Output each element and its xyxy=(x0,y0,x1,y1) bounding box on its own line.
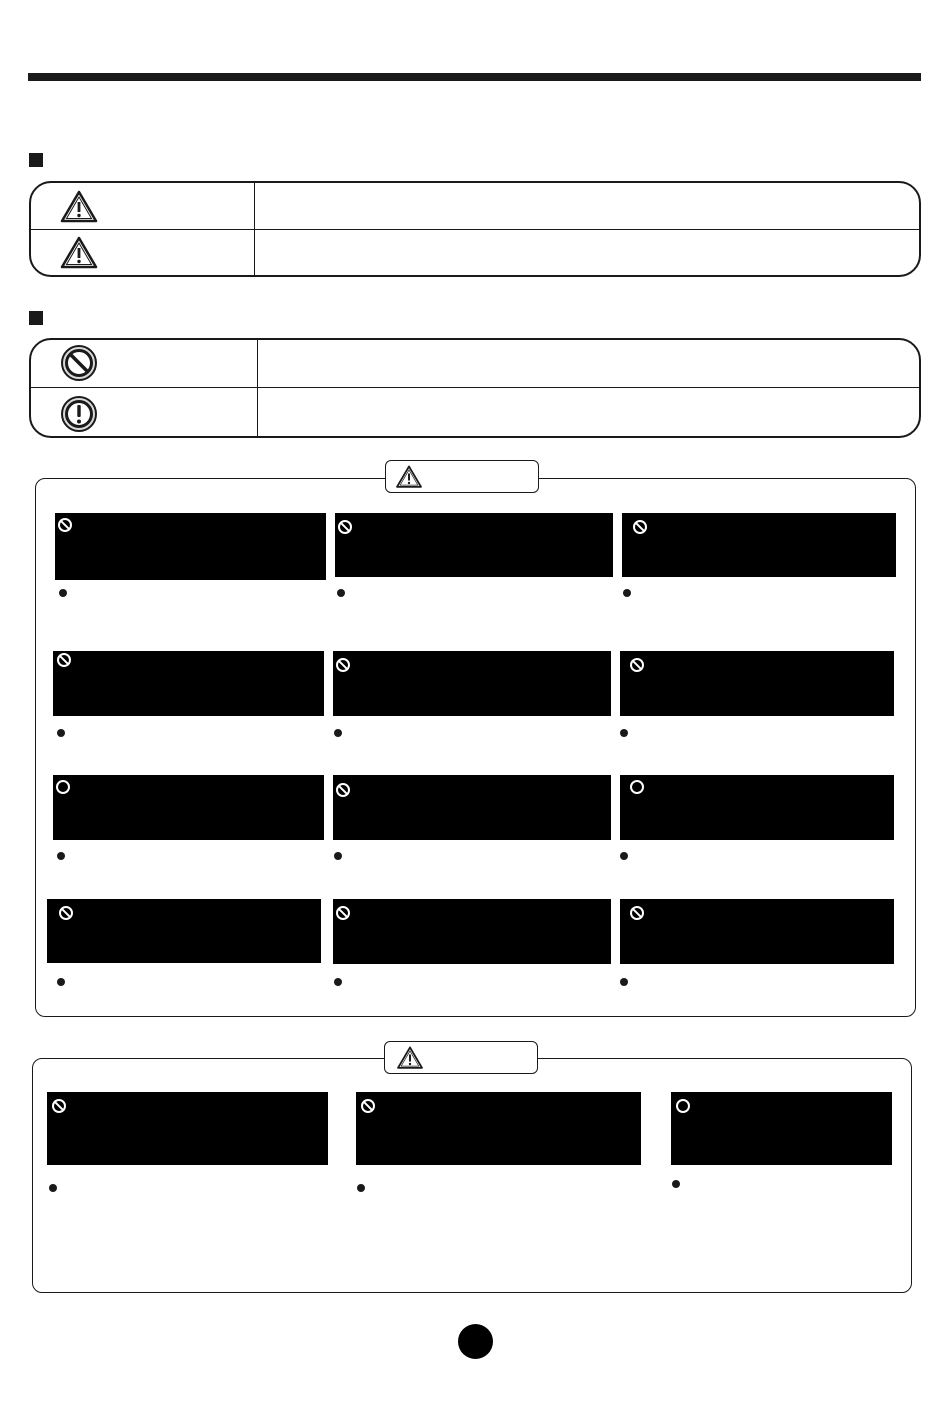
bullet xyxy=(337,589,345,597)
bullet xyxy=(57,729,65,737)
bullet xyxy=(334,729,342,737)
bullet xyxy=(620,729,628,737)
prohibition-icon xyxy=(56,652,72,668)
instruction-card-header xyxy=(55,513,326,580)
table-divider xyxy=(254,182,255,276)
prohibition-icon xyxy=(60,344,98,382)
prohibition-icon xyxy=(335,905,351,921)
section-label xyxy=(385,460,539,493)
bullet xyxy=(49,1184,57,1192)
bullet xyxy=(620,852,628,860)
bullet xyxy=(57,852,65,860)
instruction-card-header xyxy=(622,513,896,577)
bullet xyxy=(357,1184,365,1192)
prohibition-icon xyxy=(629,905,645,921)
instruction-card-header xyxy=(53,775,324,840)
ring-icon xyxy=(675,1098,691,1114)
prohibition-icon xyxy=(57,517,73,533)
instruction-card-header xyxy=(47,1092,328,1165)
table-divider xyxy=(257,339,258,437)
instruction-card-header xyxy=(333,899,611,964)
instruction-card-header xyxy=(671,1092,892,1165)
prohibition-icon xyxy=(335,782,351,798)
section-label xyxy=(384,1041,538,1074)
table-divider xyxy=(30,387,920,388)
instruction-card-header xyxy=(356,1092,641,1165)
instruction-card-header xyxy=(620,775,894,840)
section-marker xyxy=(29,311,43,325)
bullet xyxy=(623,589,631,597)
section-marker xyxy=(29,153,43,167)
prohibition-icon xyxy=(58,905,74,921)
warning-triangle-icon xyxy=(60,236,98,270)
prohibition-icon xyxy=(337,519,353,535)
instruction-card-header xyxy=(53,651,324,716)
prohibition-icon xyxy=(51,1098,67,1114)
mark-legend-table xyxy=(29,338,921,438)
warning-triangle-icon xyxy=(396,1046,424,1070)
bullet xyxy=(620,978,628,986)
instruction-card-header xyxy=(620,651,894,716)
ring-icon xyxy=(629,779,645,795)
mandatory-exclamation-icon xyxy=(60,395,98,433)
warning-triangle-icon xyxy=(395,465,423,489)
instruction-card-header xyxy=(620,899,894,964)
page-number xyxy=(458,1324,493,1359)
warning-triangle-icon xyxy=(60,190,98,224)
bullet xyxy=(672,1180,680,1188)
header-rule xyxy=(28,73,921,81)
instruction-card-header xyxy=(335,513,613,577)
prohibition-icon xyxy=(335,657,351,673)
bullet xyxy=(334,978,342,986)
bullet xyxy=(59,589,67,597)
ring-icon xyxy=(55,779,71,795)
instruction-card-header xyxy=(333,651,611,716)
instruction-card-header xyxy=(333,775,611,840)
instruction-card-header xyxy=(47,899,321,963)
prohibition-icon xyxy=(360,1098,376,1114)
prohibition-icon xyxy=(629,657,645,673)
table-divider xyxy=(30,229,920,230)
bullet xyxy=(334,852,342,860)
bullet xyxy=(57,978,65,986)
prohibition-icon xyxy=(632,519,648,535)
